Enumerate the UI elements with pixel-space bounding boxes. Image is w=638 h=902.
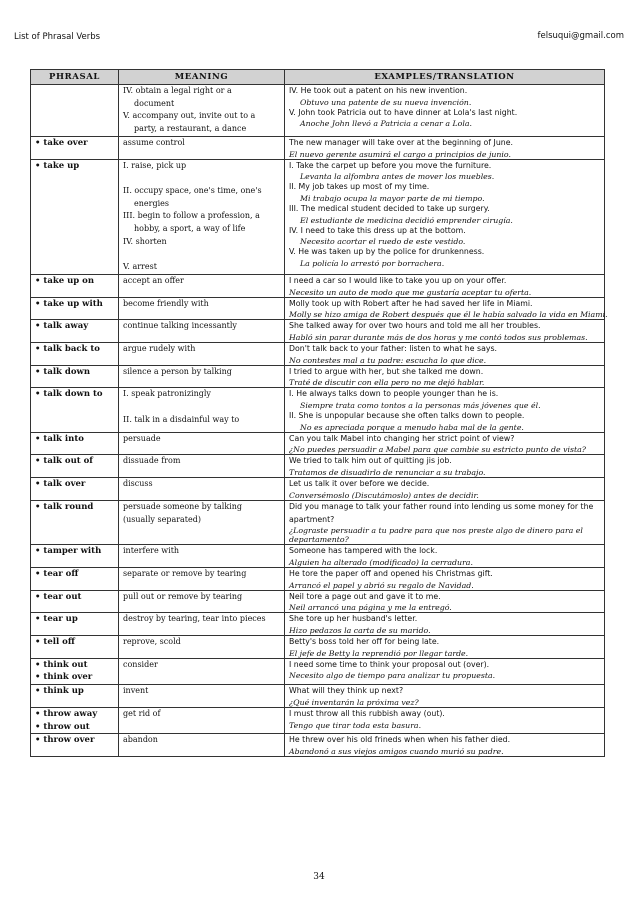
examples-cell-line: Hizo pedazos la carta de su marido. <box>289 626 431 636</box>
examples-cell <box>285 613 605 636</box>
meaning-cell <box>119 432 285 455</box>
examples-cell-line: Habló sin parar durante más de dos horas y me contó todos sus problemas. <box>289 332 588 342</box>
meaning-cell-line: argue rudely with <box>123 343 196 353</box>
phrasal-cell <box>31 388 119 432</box>
examples-cell <box>285 342 605 365</box>
examples-cell-line: I must throw all this rubbish away (out). <box>289 708 445 718</box>
examples-cell <box>285 545 605 568</box>
table-row <box>31 136 605 159</box>
table-row <box>31 342 605 365</box>
examples-cell-line: Tengo que tirar toda esta basura. <box>289 720 422 730</box>
examples-cell-line: Someone has tampered with the lock. <box>289 546 438 556</box>
meaning-cell-line: document <box>134 98 175 108</box>
meaning-cell-line: dissuade from <box>123 456 181 466</box>
examples-cell-line: I. He always talks down to people younger than he is. <box>289 389 499 399</box>
examples-cell-line: I tried to argue with her, but she talked me down. <box>289 366 484 376</box>
meaning-cell-line: become friendly with <box>123 298 209 308</box>
table-row <box>31 274 605 297</box>
examples-cell <box>285 365 605 388</box>
table-row <box>31 432 605 455</box>
table-row <box>31 500 605 544</box>
examples-cell-line: apartment? <box>289 514 335 524</box>
phrasal-cell <box>31 432 119 455</box>
column-header-phrasal: PHRASAL <box>31 70 119 85</box>
examples-cell <box>285 455 605 478</box>
meaning-cell-line: IV. shorten <box>123 236 167 246</box>
meaning-cell <box>119 320 285 343</box>
phrasal-cell-line: • talk away <box>35 321 89 332</box>
phrasal-cell-line: • take up on <box>35 275 95 286</box>
phrasal-cell <box>31 545 119 568</box>
phrasal-cell-line: • talk round <box>35 501 94 512</box>
phrasal-cell-line: • tear out <box>35 591 82 602</box>
running-header-email: felsuqui@gmail.com <box>537 31 624 41</box>
phrasal-cell <box>31 707 119 733</box>
phrasal-cell <box>31 342 119 365</box>
running-header-title: List of Phrasal Verbs <box>14 32 101 42</box>
phrasal-cell-line: • think up <box>35 686 84 697</box>
table-row <box>31 636 605 659</box>
meaning-cell-line: IV. obtain a legal right or a <box>123 86 232 95</box>
table-row <box>31 85 605 137</box>
examples-cell <box>285 388 605 432</box>
examples-cell-line: El estudiante de medicina decidió emprender cirugía. <box>300 215 513 225</box>
examples-cell-line: V. John took Patricia out to have dinner at Lola's last night. <box>289 107 518 117</box>
examples-cell-line: ¿No puedes persuadir a Mabel para que cambie su estricto punto de vista? <box>289 445 586 455</box>
column-header-examples: EXAMPLES/TRANSLATION <box>285 70 605 85</box>
examples-cell-line: ¿Qué inventarán la próxima vez? <box>289 697 419 707</box>
examples-cell-line: Molly se hizo amiga de Robert después que él le había salvado la vida en Miami. <box>289 310 608 320</box>
examples-cell-line: She tore up her husband's letter. <box>289 614 418 624</box>
examples-cell-line: No es apreciada porque a menudo haba mal de la gente. <box>300 422 524 432</box>
examples-cell-line: What will they think up next? <box>289 686 404 696</box>
examples-cell-line: Let us talk it over before we decide. <box>289 479 430 489</box>
phrasal-cell-line: • think out <box>35 659 88 670</box>
phrasal-cell <box>31 636 119 659</box>
examples-cell-line: She talked away for over two hours and told me all her troubles. <box>289 321 541 331</box>
meaning-cell-line: II. talk in a disdainful way to <box>123 414 240 424</box>
examples-cell-line: I need a car so I would like to take you up on your offer. <box>289 275 507 285</box>
examples-cell <box>285 136 605 159</box>
examples-cell-line: Siempre trata como tontos a la personas más jóvenes que él. <box>300 401 541 411</box>
examples-cell-line: La policía lo arrestó por borrachera. <box>300 259 445 269</box>
meaning-cell <box>119 545 285 568</box>
meaning-cell-line: consider <box>123 659 158 669</box>
phrasal-verbs-table <box>30 69 608 757</box>
phrasal-cell-line: • think over <box>35 672 93 683</box>
meaning-cell-line: reprove, scold <box>123 637 181 647</box>
meaning-cell-line: silence a person by talking <box>123 366 232 376</box>
examples-cell-line: Necesito un auto de modo que me gustaría aceptar tu oferta. <box>289 287 532 297</box>
meaning-cell-line: I. speak patronizingly <box>123 389 211 399</box>
examples-cell-line: Arrancó el papel y abrió su regalo de Navidad. <box>289 580 474 590</box>
phrasal-cell <box>31 613 119 636</box>
meaning-cell <box>119 274 285 297</box>
examples-cell-line: II. She is unpopular because she often talks down to people. <box>289 411 525 421</box>
examples-cell <box>285 500 605 544</box>
examples-cell <box>285 85 605 137</box>
meaning-cell <box>119 388 285 432</box>
examples-cell <box>285 567 605 590</box>
examples-cell <box>285 685 605 708</box>
meaning-cell <box>119 613 285 636</box>
examples-cell-line: Did you manage to talk your father round into lending us some money for the <box>289 501 594 511</box>
phrasal-cell-line: • talk out of <box>35 456 93 467</box>
meaning-cell-line: (usually separated) <box>123 514 201 524</box>
meaning-cell <box>119 636 285 659</box>
meaning-cell-line: assume control <box>123 137 185 147</box>
meaning-cell-line: energies <box>134 198 169 208</box>
table-row <box>31 567 605 590</box>
examples-cell-line: Traté de discutir con ella pero no me dejó hablar. <box>289 378 485 388</box>
table-row <box>31 478 605 501</box>
table-row <box>31 734 605 757</box>
phrasal-cell-line: • throw out <box>35 721 90 732</box>
phrasal-cell <box>31 85 119 137</box>
examples-cell-line: Betty's boss told her off for being late. <box>289 637 440 647</box>
meaning-cell <box>119 567 285 590</box>
examples-cell-line: Conversémoslo (Discutámoslo) antes de decidir. <box>289 490 479 500</box>
phrasal-cell <box>31 365 119 388</box>
meaning-cell-line: I. raise, pick up <box>123 160 187 170</box>
phrasal-cell <box>31 455 119 478</box>
meaning-cell-line: accept an offer <box>123 275 184 285</box>
table-row <box>31 685 605 708</box>
phrasal-cell-line: • talk back to <box>35 343 100 354</box>
page-number: 34 <box>313 872 325 882</box>
examples-cell-line: V. He was taken up by the police for drunkenness. <box>289 247 485 257</box>
phrasal-cell-line: • tear off <box>35 568 79 579</box>
phrasal-cell-line: • take up with <box>35 298 103 309</box>
phrasal-cell-line: • tamper with <box>35 546 102 557</box>
examples-cell-line: Obtuvo una patente de su nueva invención. <box>300 97 472 107</box>
phrasal-cell <box>31 159 119 274</box>
examples-cell <box>285 297 608 320</box>
examples-cell-line: Don't talk back to your father: listen to what he says. <box>289 343 498 353</box>
meaning-cell-line: invent <box>123 686 149 696</box>
meaning-cell-line: continue talking incessantly <box>123 321 237 331</box>
examples-cell-line: Can you talk Mabel into changing her strict point of view? <box>289 433 515 443</box>
meaning-cell-line: III. begin to follow a profession, a <box>123 211 260 221</box>
meaning-cell <box>119 685 285 708</box>
meaning-cell-line: get rid of <box>123 708 161 718</box>
examples-cell-line: Tratamos de disuadirlo de renunciar a su trabajo. <box>289 468 486 478</box>
examples-cell <box>285 432 605 455</box>
examples-cell-line: El nuevo gerente asumirá el cargo a principios de junio. <box>289 149 511 159</box>
examples-cell-line: Alguien ha alterado (modificado) la cerradura. <box>289 557 473 567</box>
examples-cell-line: He threw over his old frineds when when his father died. <box>289 735 511 745</box>
meaning-cell-line: party, a restaurant, a dance <box>134 124 247 134</box>
meaning-cell-line: abandon <box>123 735 158 745</box>
examples-cell <box>285 159 605 274</box>
examples-cell <box>285 636 605 659</box>
meaning-cell-line: discuss <box>123 479 153 489</box>
phrasal-cell <box>31 500 119 544</box>
meaning-cell-line: II. occupy space, one's time, one's <box>123 185 262 195</box>
examples-cell-line: IV. I need to take this dress up at the bottom. <box>289 225 466 235</box>
table-row <box>31 297 605 320</box>
phrasal-cell-line: • take over <box>35 137 88 148</box>
meaning-cell-line: V. accompany out, invite out to a <box>123 111 256 121</box>
meaning-cell <box>119 136 285 159</box>
meaning-cell-line: V. arrest <box>123 262 157 272</box>
examples-cell <box>285 707 605 733</box>
phrasal-cell <box>31 136 119 159</box>
examples-cell <box>285 590 605 613</box>
meaning-cell <box>119 455 285 478</box>
phrasal-cell <box>31 297 119 320</box>
phrasal-cell-line: • throw over <box>35 735 95 746</box>
meaning-cell <box>119 478 285 501</box>
table-row <box>31 545 605 568</box>
meaning-cell <box>119 707 285 733</box>
examples-cell-line: Levanta la alfombra antes de mover los muebles. <box>300 172 495 182</box>
phrasal-cell <box>31 478 119 501</box>
meaning-cell-line: destroy by tearing, tear into pieces <box>123 614 266 624</box>
phrasal-cell <box>31 658 119 684</box>
examples-cell-line: No contestes mal a tu padre: escucha lo que dice. <box>289 355 487 365</box>
phrasal-cell <box>31 685 119 708</box>
examples-cell <box>285 734 605 757</box>
meaning-cell-line: persuade someone by talking <box>123 501 242 511</box>
examples-cell-line: II. My job takes up most of my time. <box>289 182 430 192</box>
phrasal-cell <box>31 590 119 613</box>
phrasal-cell-line: • tear up <box>35 614 78 625</box>
examples-cell-line: Necesito acortar el ruedo de este vestido. <box>300 237 466 247</box>
examples-cell-line: Neil tore a page out and gave it to me. <box>289 591 441 601</box>
column-header-meaning: MEANING <box>119 70 285 85</box>
meaning-cell-line: persuade <box>123 433 161 443</box>
phrasal-cell <box>31 274 119 297</box>
examples-cell-line: IV. He took out a patent on his new invention. <box>289 86 468 95</box>
examples-cell-line: Neil arrancó una página y me la entregó. <box>289 603 452 613</box>
examples-cell <box>285 320 605 343</box>
examples-cell <box>285 478 605 501</box>
meaning-cell <box>119 342 285 365</box>
meaning-cell <box>119 159 285 274</box>
phrasal-cell <box>31 567 119 590</box>
meaning-cell <box>119 590 285 613</box>
phrasal-cell-line: • throw away <box>35 708 98 719</box>
phrasal-cell-line: • talk into <box>35 433 84 444</box>
examples-cell-line: Abandonó a sus viejos amigos cuando murió su padre. <box>289 746 504 756</box>
meaning-cell-line <box>123 248 280 261</box>
table-row <box>31 365 605 388</box>
table-header-row <box>31 70 605 85</box>
meaning-cell-line <box>123 401 280 414</box>
examples-cell-line: The new manager will take over at the beginning of June. <box>289 137 513 147</box>
meaning-cell-line: separate or remove by tearing <box>123 568 247 578</box>
table-row <box>31 159 605 274</box>
examples-cell-line: III. The medical student decided to take up surgery. <box>289 203 490 213</box>
table-row <box>31 658 605 684</box>
meaning-cell <box>119 297 285 320</box>
phrasal-cell-line: • tell off <box>35 637 75 648</box>
table-row <box>31 320 605 343</box>
table-row <box>31 455 605 478</box>
table-row <box>31 613 605 636</box>
examples-cell-line: Mi trabajo ocupa la mayor parte de mi tiempo. <box>300 193 485 203</box>
examples-cell-line: Necesito algo de tiempo para analizar tu propuesta. <box>289 671 496 681</box>
phrasal-cell <box>31 734 119 757</box>
meaning-cell <box>119 85 285 137</box>
phrasal-cell <box>31 320 119 343</box>
examples-cell-line: El jefe de Betty la reprendió por llegar tarde. <box>289 648 469 658</box>
examples-cell-line: We tried to talk him out of quitting jis job. <box>289 456 452 466</box>
examples-cell <box>285 658 605 684</box>
meaning-cell-line: interfere with <box>123 546 180 556</box>
examples-cell <box>285 274 605 297</box>
examples-cell-line: departamento? <box>289 535 349 545</box>
meaning-cell <box>119 734 285 757</box>
table-row <box>31 707 605 733</box>
examples-cell-line: ¿Lograste persuadir a tu padre para que nos preste algo de dinero para el <box>289 526 583 536</box>
examples-cell-line: Anoche John llevó a Patricia a cenar a Lola. <box>300 119 472 129</box>
phrasal-cell-line: • take up <box>35 160 80 171</box>
table-row <box>31 590 605 613</box>
examples-cell-line: I. Take the carpet up before you move the furniture. <box>289 160 492 170</box>
phrasal-cell-line: • talk down <box>35 366 91 377</box>
meaning-cell-line <box>123 172 280 185</box>
examples-cell-line: He tore the paper off and opened his Christmas gift. <box>289 568 493 578</box>
meaning-cell <box>119 658 285 684</box>
meaning-cell <box>119 500 285 544</box>
phrasal-cell-line: • talk over <box>35 479 86 490</box>
meaning-cell-line: hobby, a sport, a way of life <box>134 224 246 234</box>
table-row <box>31 388 605 432</box>
meaning-cell-line: pull out or remove by tearing <box>123 591 243 601</box>
phrasal-cell-line: • talk down to <box>35 389 103 400</box>
examples-cell-line: I need some time to think your proposal out (over). <box>289 659 490 669</box>
examples-cell-line: Molly took up with Robert after he had saved her life in Miami. <box>289 298 533 308</box>
meaning-cell <box>119 365 285 388</box>
